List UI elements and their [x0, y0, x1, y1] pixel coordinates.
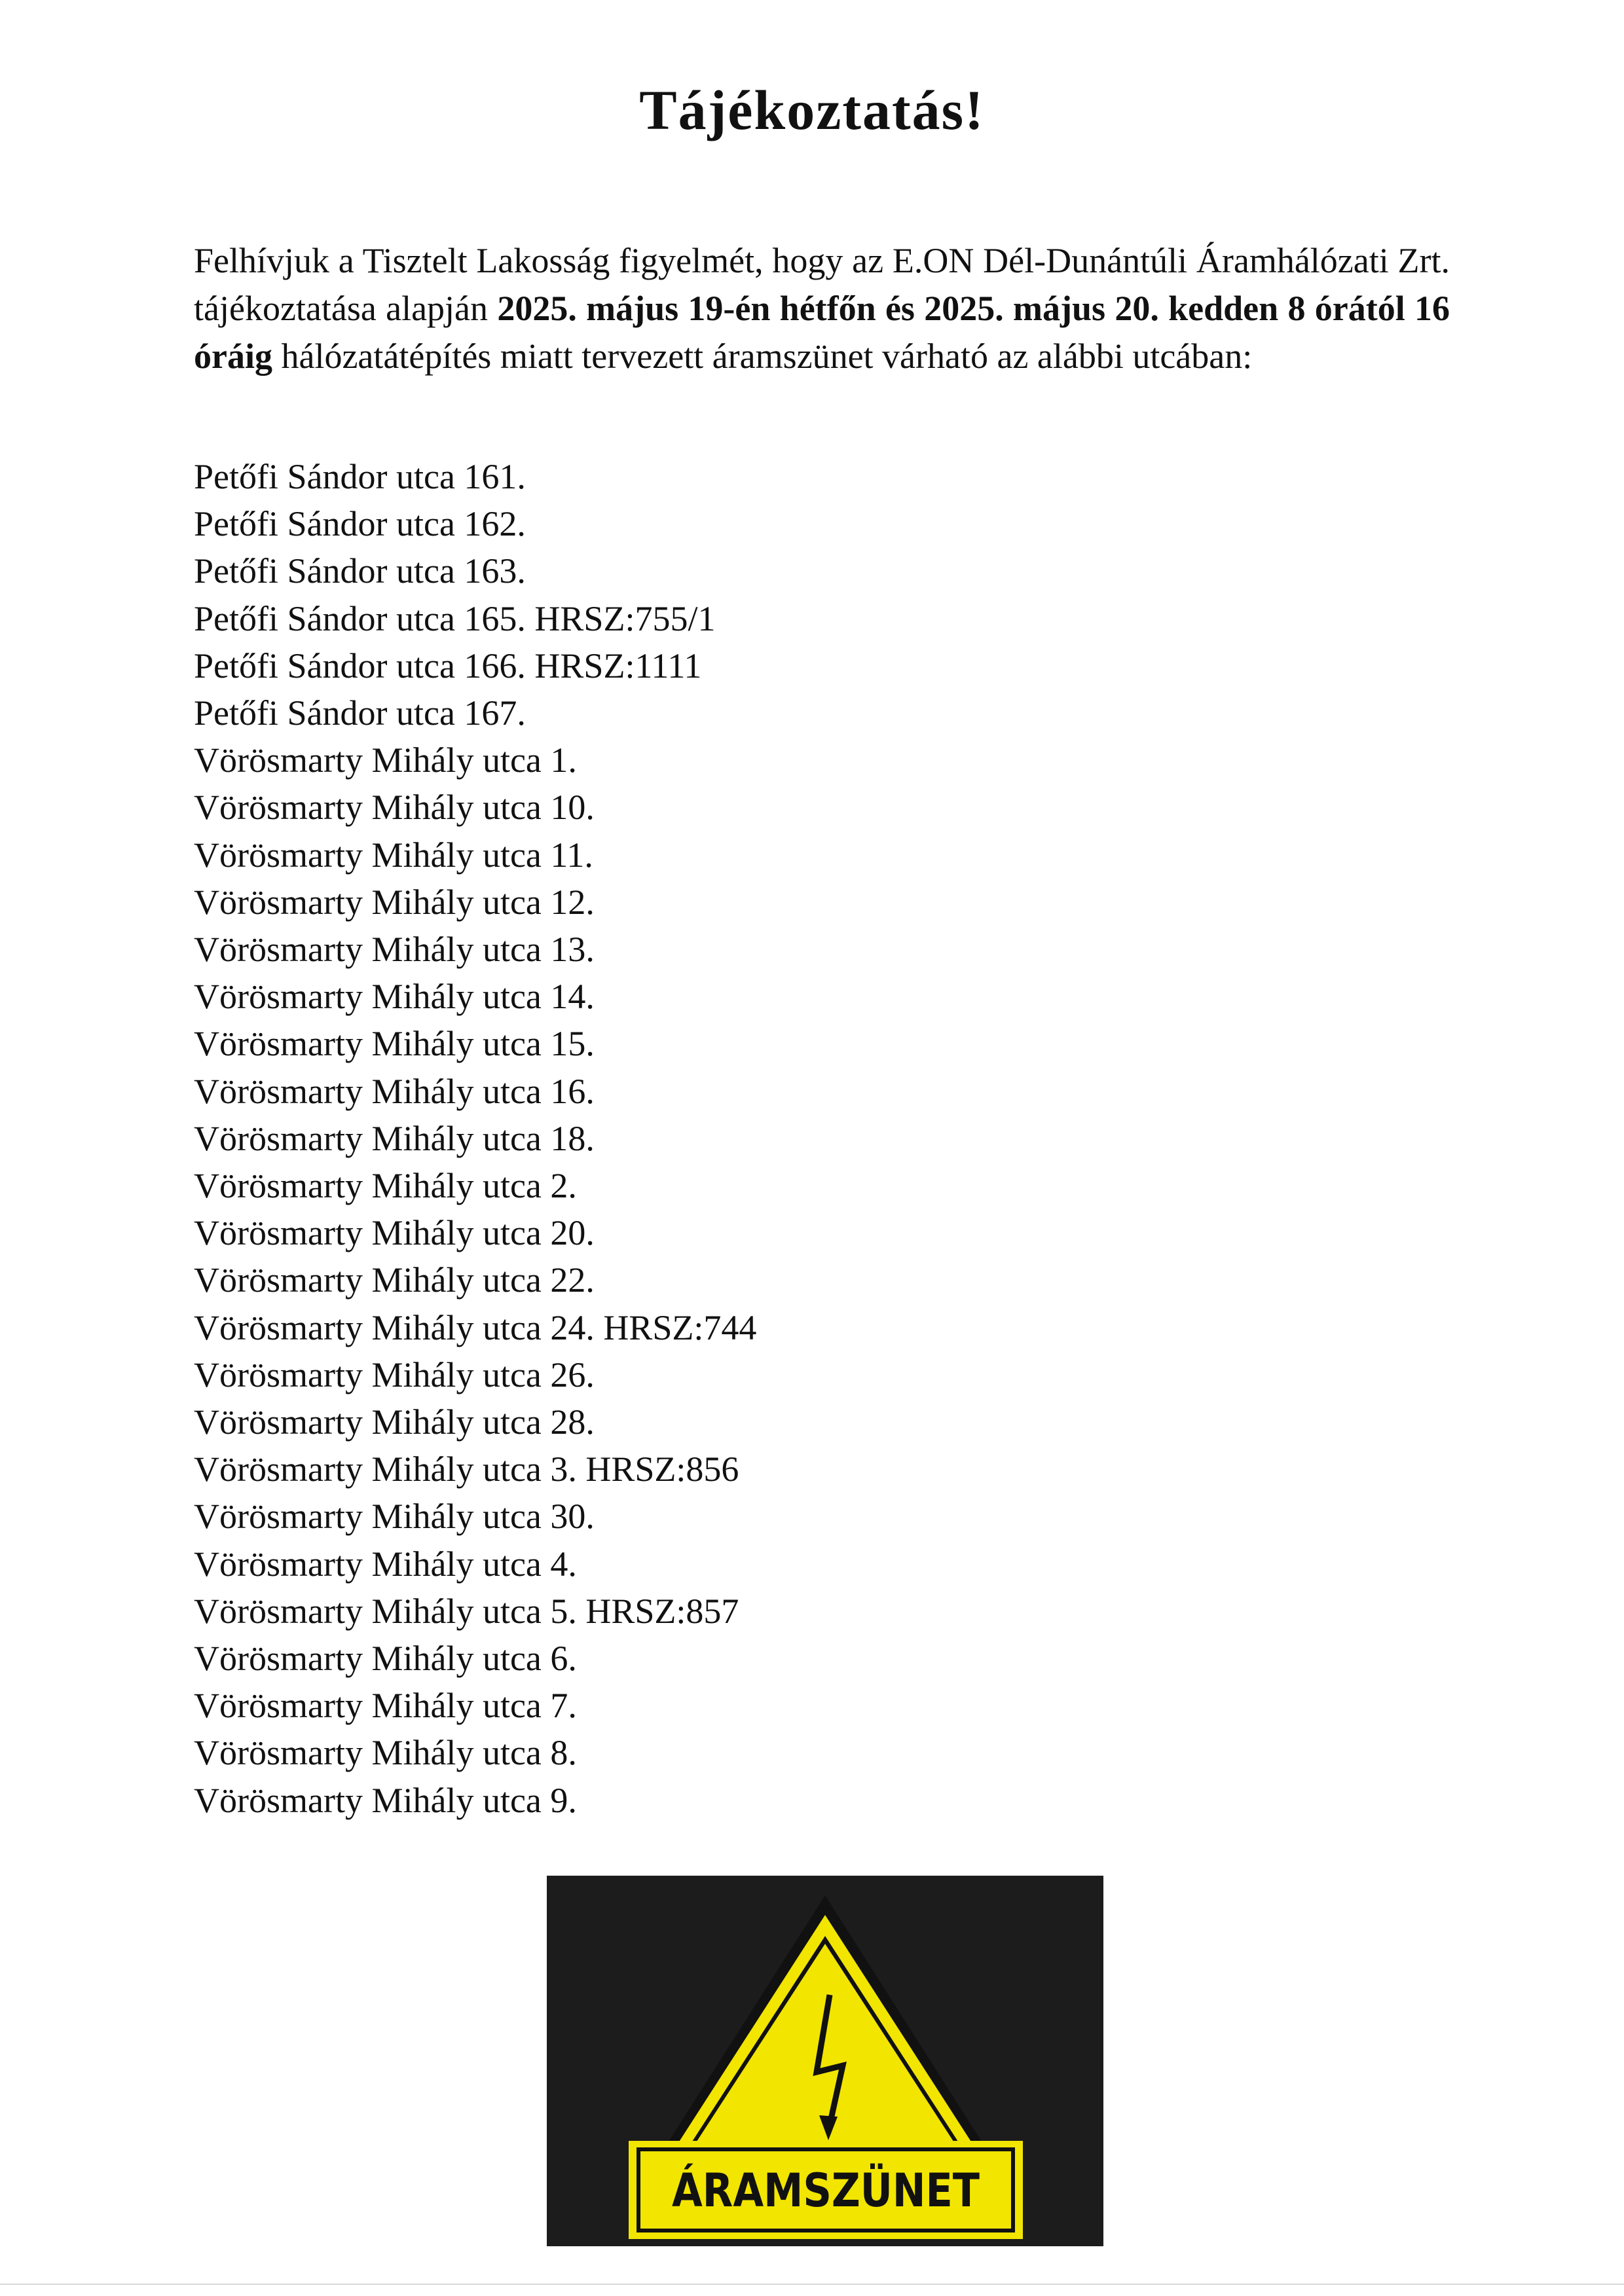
address-item: Vörösmarty Mihály utca 11.	[194, 835, 593, 875]
address-item: Vörösmarty Mihály utca 1.	[194, 740, 577, 780]
address-item: Vörösmarty Mihály utca 20.	[194, 1213, 595, 1253]
address-item: Vörösmarty Mihály utca 6.	[194, 1639, 577, 1679]
address-list	[194, 453, 756, 1824]
address-item: Vörösmarty Mihály utca 12.	[194, 882, 595, 922]
sign-label: ÁRAMSZÜNET	[672, 2164, 980, 2217]
address-item: Vörösmarty Mihály utca 26.	[194, 1355, 595, 1394]
intro-text-2: hálózatátépítés miatt tervezett áramszünet várható az alábbi utcában:	[272, 337, 1253, 376]
address-item: Petőfi Sándor utca 167.	[194, 693, 526, 733]
address-item: Vörösmarty Mihály utca 8.	[194, 1733, 577, 1773]
address-item: Vörösmarty Mihály utca 4.	[194, 1544, 577, 1584]
intro-date-time: 2025. május 19-én hétfőn és 2025. május 20. kedden 8 órától 16 óráig	[194, 289, 1450, 376]
address-item: Vörösmarty Mihály utca 13.	[194, 930, 595, 970]
intro-text-1: Felhívjuk a Tisztelt Lakosság figyelmét, hogy az E.ON Dél-Dunántúli Áramhálózati Zrt. tájékoztatása alapján	[194, 241, 1450, 328]
address-item: Petőfi Sándor utca 165. HRSZ:755/1	[194, 598, 716, 638]
address-item: Vörösmarty Mihály utca 15.	[194, 1024, 595, 1064]
page-title: Tájékoztatás!	[639, 79, 985, 141]
high-voltage-warning-icon	[547, 1876, 1103, 2246]
address-item: Vörösmarty Mihály utca 10.	[194, 788, 595, 828]
address-item: Vörösmarty Mihály utca 7.	[194, 1686, 577, 1726]
address-item: Petőfi Sándor utca 161.	[194, 457, 526, 496]
page-bottom-edge	[0, 2284, 1624, 2285]
address-item: Vörösmarty Mihály utca 22.	[194, 1260, 595, 1300]
address-item: Petőfi Sándor utca 162.	[194, 504, 526, 544]
intro-paragraph	[194, 237, 1450, 380]
address-item: Vörösmarty Mihály utca 5. HRSZ:857	[194, 1591, 739, 1631]
address-item: Petőfi Sándor utca 166. HRSZ:1111	[194, 646, 702, 685]
address-item: Vörösmarty Mihály utca 30.	[194, 1497, 595, 1537]
address-item: Vörösmarty Mihály utca 24. HRSZ:744	[194, 1307, 757, 1347]
address-item: Vörösmarty Mihály utca 2.	[194, 1166, 577, 1206]
address-item: Vörösmarty Mihály utca 9.	[194, 1780, 577, 1820]
power-outage-sign	[547, 1876, 1103, 2246]
address-item: Vörösmarty Mihály utca 28.	[194, 1402, 595, 1442]
address-item: Vörösmarty Mihály utca 18.	[194, 1118, 595, 1158]
address-item: Vörösmarty Mihály utca 14.	[194, 977, 595, 1017]
address-item: Petőfi Sándor utca 163.	[194, 551, 526, 591]
address-item: Vörösmarty Mihály utca 16.	[194, 1071, 595, 1111]
address-item: Vörösmarty Mihály utca 3. HRSZ:856	[194, 1449, 739, 1489]
